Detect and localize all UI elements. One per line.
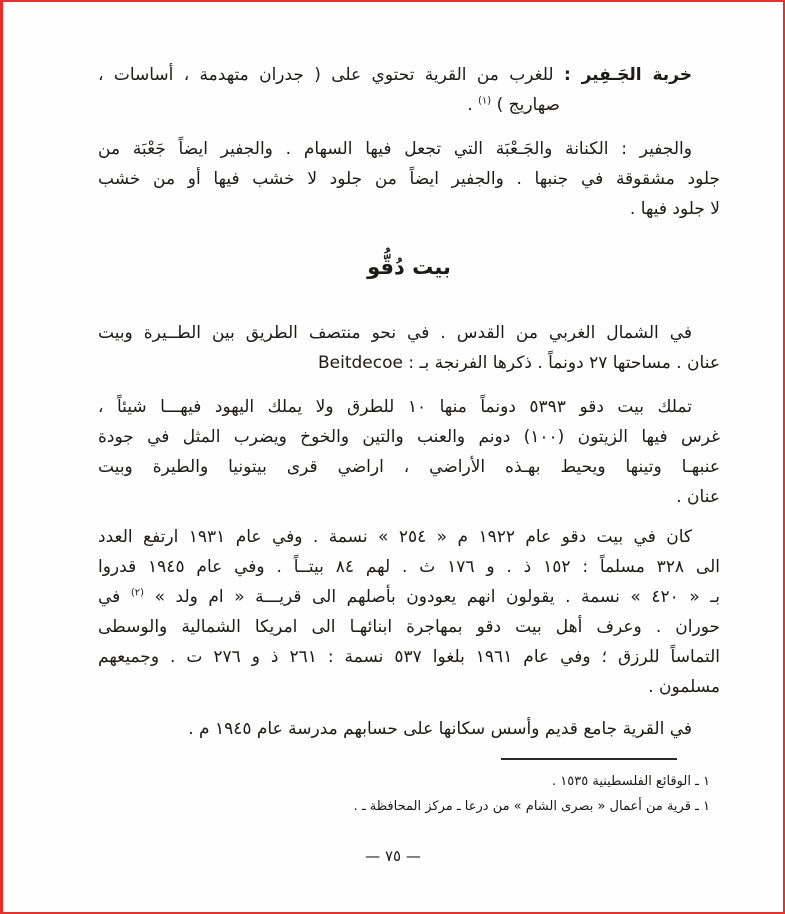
footnote-ref-2: (٢): [130, 587, 145, 599]
paragraph-mosque-school: [98, 714, 720, 744]
footnote-ref-1: (١): [478, 95, 492, 107]
text-line: تملك بيت دقو ٥٣٩٣ دونماً منها ١٠ للطرق ولا يملك اليهود فيهـــا شيئاً ،: [98, 397, 692, 417]
page-body: [3, 2, 783, 744]
footnote-1: ١ ـ الوقائع الفلسطينية ١٥٣٥ .: [552, 774, 710, 789]
text-line: عنان . مساحتها ٢٧ دونماً . ذكرها الفرنجة بـ : Beitdecoe: [318, 353, 720, 373]
footnote-2: ١ ـ قرية من أعمال « بصرى الشام » من درعا ـ مركز المحافظة ـ .: [353, 799, 710, 814]
khirba-title: خربة الجَـفِير :: [563, 65, 692, 85]
text-line: جلود مشقوقة في جنبها . والجفير ايضاً من جلود لا خشب فيها أو من خشب: [98, 169, 720, 189]
paragraph-population: [98, 522, 720, 702]
text-line: [98, 90, 720, 120]
text-line: في القرية جامع قديم وأسس سكانها على حسابهم مدرسة عام ١٩٤٥ م .: [188, 719, 692, 739]
text-span: .: [467, 95, 478, 115]
text-line: في الشمال الغربي من القدس . في نحو منتصف الطريق بين الطــيرة وبيت: [98, 323, 692, 343]
text-line: غرس فيها الزيتون (١٠٠) دونم والعنب والتين والخوخ ويضرب المثل في جودة: [98, 427, 720, 447]
page-number: — ٧٥ —: [365, 847, 421, 865]
text-line: [98, 582, 720, 612]
text-line: الى ٣٢٨ مسلماً : ١٥٢ ذ . و ١٧٦ ث . لهم ٨٤ بيتــاً . وفي عام ١٩٤٥ قدروا: [98, 557, 720, 577]
text-span: للغرب من القرية تحتوي على ( جدران متهدمة ، أساسات ،: [98, 65, 554, 85]
text-line: عنان .: [676, 487, 720, 507]
section-heading-beit-duqqu: بيت دُقُّو: [367, 255, 451, 279]
text-span: في: [98, 587, 131, 607]
footnotes: [3, 769, 783, 819]
text-line: عنبهـا وتينها ويحيط بهـذه الأراضي ، اراضي قرى بيتونيا والطيرة وبيت: [98, 457, 720, 477]
footnote-divider: [501, 758, 677, 760]
text-line: لا جلود فيها .: [629, 199, 720, 219]
text-span: صهاريج ): [491, 95, 560, 115]
paragraph-khirbat-al-jafir: [98, 60, 720, 120]
text-line: حوران . وعرف أهل بيت دقو بمهاجرة ابنائهـا الى امريكا الشمالية والوسطى: [98, 617, 720, 637]
text-line: والجفير : الكنانة والجَـعْبَة التي تجعل فيها السهام . والجفير ايضاً جَعْبَة من: [98, 139, 692, 159]
text-line: كان في بيت دقو عام ١٩٢٢ م « ٢٥٤ » نسمة . وفي عام ١٩٣١ ارتفع العدد: [98, 527, 693, 547]
paragraph-lands: [98, 392, 720, 512]
text-line: التماساً للرزق ؛ وفي عام ١٩٦١ بلغوا ٥٣٧ نسمة : ٢٦١ ذ و ٢٧٦ ت . وجميعهم: [98, 647, 721, 667]
text-span: بـ « ٤٢٠ » نسمة . يقولون انهم يعودون بأصلهم الى قريـــة « ام ولد »: [144, 587, 721, 607]
text-line: [98, 60, 720, 90]
paragraph-location: [98, 318, 720, 378]
text-line: مسلمون .: [648, 677, 720, 697]
paragraph-al-jafir-definition: [98, 134, 720, 224]
